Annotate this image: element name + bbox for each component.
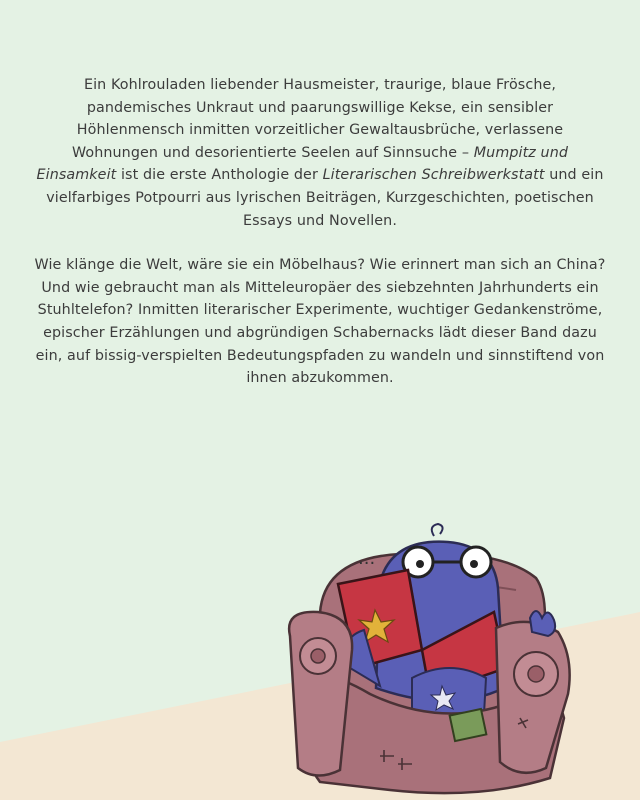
frog-reading-in-armchair-illustration	[280, 518, 580, 800]
blurb-paragraph-2: Wie klänge die Welt, wäre sie ein Möbelhaus? Wie erinnert man sich an China? Und wie gebraucht man als Mitteleuropäer des siebzehnten Jahrhunderts ein Stuhltelefon? Inmitten literarischer Experimente, wuchtiger Gedankenströme, epischer Erzählungen und abgründigen Schabernacks lädt dieser Band dazu ein, auf bissig-verspielten Bedeutungspfaden zu wandeln und sinnstiftend von ihnen abzukommen.	[34, 257, 606, 387]
blurb-text: Ein Kohlrouladen liebender Hausmeister, traurige, blaue Frösche, pandemisches Unkraut und paarungswillige Kekse, ein sensibler Höhlenmensch inmitten vorzeitlicher Gewaltausbrüche, verlassene Wohnungen und desorientierte Seelen auf Sinnsuche –	[71, 77, 564, 161]
blurb-text: und ein vielfarbiges Potpourri aus lyrischen Beiträgen, Kurzgeschichten, poetischen Essays und Novellen.	[46, 167, 604, 229]
blurb-paragraph-1	[34, 74, 606, 232]
ellipsis-marks: ...	[358, 548, 376, 569]
back-cover-blurb	[34, 74, 606, 412]
workshop-name: Literarischen Schreibwerkstatt	[322, 167, 545, 184]
book-title: Mumpitz und Einsamkeit	[36, 144, 569, 184]
blurb-text: ist die erste Anthologie der	[116, 167, 323, 184]
